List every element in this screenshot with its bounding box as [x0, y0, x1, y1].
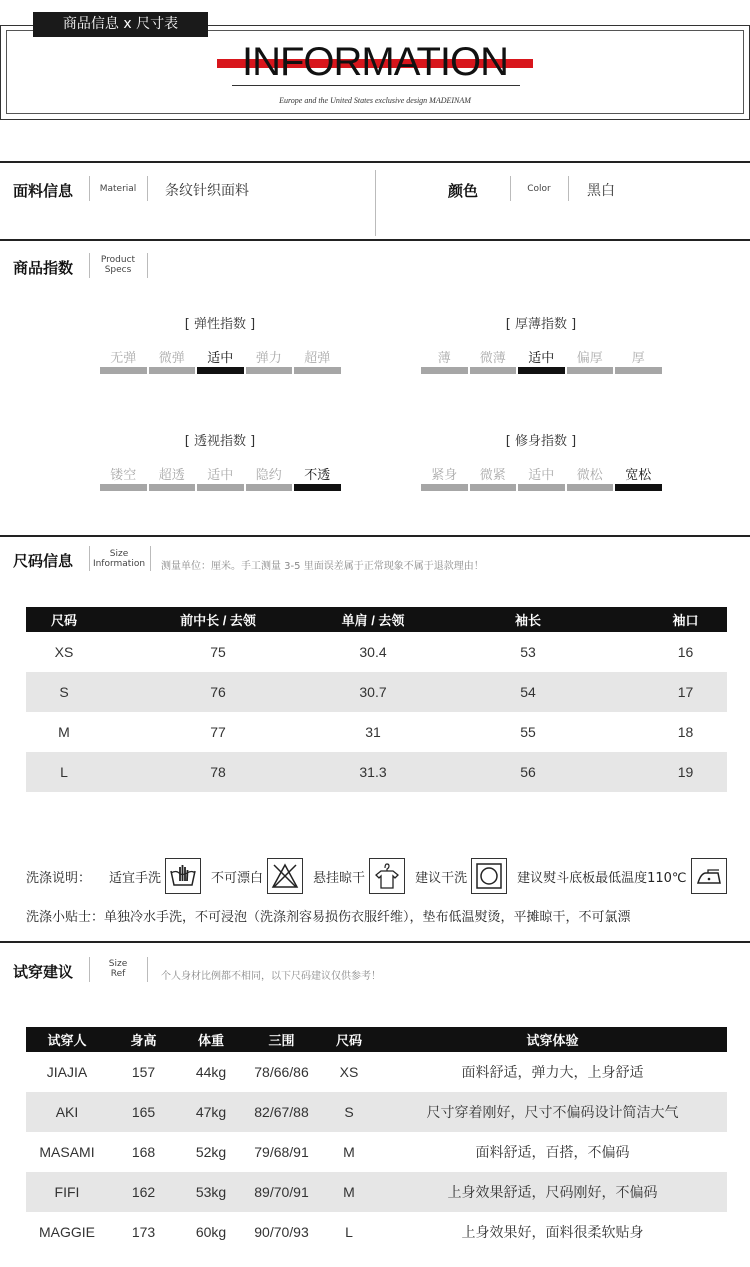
col-header: 体重 [179, 1027, 243, 1052]
table-cell: 18 [677, 724, 694, 740]
table-cell: M [320, 1172, 378, 1212]
col-header: 尺码 [26, 607, 102, 632]
table-cell: 19 [644, 752, 727, 792]
size-title: 尺码信息 [13, 552, 74, 570]
hand-wash-icon [165, 858, 201, 894]
section-rule-fabric [0, 161, 750, 163]
table-cell: 162 [108, 1172, 179, 1212]
section-rule-size [0, 535, 750, 537]
wash-tip: 洗涤小贴士：单独冷水手洗，不可浸泡（洗涤剂容易损伤衣服纤维），垫布低温熨烫，平摊晾干，不可氯漂 [26, 910, 631, 925]
header-tab: 商品信息 x 尺寸表 [33, 12, 208, 37]
level-label-selected: 宽松 [625, 468, 652, 483]
fit-bars [421, 484, 662, 491]
col-header: 身高 [108, 1027, 179, 1052]
level-bar [149, 484, 196, 491]
table-cell: 30.4 [359, 644, 387, 660]
divider [89, 253, 90, 278]
divider [510, 176, 511, 201]
col-header: 尺码 [320, 1027, 378, 1052]
table-cell: JIAJIA [46, 1064, 88, 1080]
table-cell: 168 [131, 1144, 156, 1160]
table-cell: XS [339, 1064, 359, 1080]
header-divider [232, 85, 520, 86]
table-cell: 52kg [195, 1144, 227, 1160]
table-cell: 79/68/91 [254, 1144, 309, 1160]
level-label-selected: 适中 [528, 351, 555, 366]
transparency-title: [ 透视指数 ] [184, 434, 256, 449]
wash-item-label: 适宜手洗 [109, 870, 162, 886]
size-en-line1: Size [109, 549, 129, 559]
level-label: 隐约 [255, 468, 282, 483]
table-row [26, 1052, 727, 1092]
level-label: 镂空 [110, 468, 137, 483]
table-cell: 面料舒适，百搭，不偏码 [475, 1144, 630, 1160]
table-cell: 78/66/86 [254, 1064, 309, 1080]
level-label: 适中 [207, 468, 234, 483]
table-cell: L [26, 752, 102, 792]
table-row [26, 1212, 727, 1252]
elasticity-title: [ 弹性指数 ] [184, 317, 256, 332]
section-rule-tryon [0, 941, 750, 943]
table-cell: 尺寸穿着刚好，尺寸不偏码设计简洁大气 [378, 1092, 727, 1132]
level-bar [470, 367, 517, 374]
level-label: 超透 [158, 468, 185, 483]
size-note: 测量单位：厘米。手工测量 3-5 里面误差属于正常现象不属于退款理由！ [161, 561, 484, 572]
table-cell: MASAMI [39, 1144, 95, 1160]
level-bar-selected [615, 484, 662, 491]
size-table-header [26, 607, 727, 632]
divider [89, 176, 90, 201]
tryon-note: 个人身材比例都不相同，以下尺码建议仅供参考！ [161, 971, 381, 982]
specs-title: 商品指数 [13, 259, 74, 277]
tryon-title: 试穿建议 [13, 963, 74, 981]
divider [568, 176, 569, 201]
table-row [26, 1092, 727, 1132]
tryon-en-line2: Ref [110, 969, 126, 979]
table-cell: AKI [26, 1092, 108, 1132]
level-bar [518, 484, 565, 491]
thickness-title: [ 厚薄指数 ] [505, 317, 577, 332]
table-cell: 55 [520, 724, 536, 740]
table-cell: 面料舒适，弹力大，上身舒适 [461, 1064, 644, 1080]
level-label: 薄 [437, 351, 451, 366]
table-cell: 56 [412, 752, 644, 792]
divider [147, 176, 148, 201]
fit-labels [420, 464, 663, 483]
table-cell: S [26, 672, 102, 712]
wash-item [211, 858, 303, 894]
divider [89, 957, 90, 982]
col-header: 前中长 / 去领 [102, 607, 334, 632]
tryon-en-line1: Size [108, 959, 128, 969]
table-cell: 78 [102, 752, 334, 792]
table-cell: 上身效果舒适，尺码刚好，不偏码 [378, 1172, 727, 1212]
table-cell: S [320, 1092, 378, 1132]
level-bar [421, 484, 468, 491]
level-bar [294, 367, 341, 374]
table-cell: 53 [520, 644, 536, 660]
col-header: 三围 [243, 1027, 320, 1052]
divider [150, 546, 151, 571]
level-bar [149, 367, 196, 374]
section-rule-specs [0, 239, 750, 241]
level-bar [421, 367, 468, 374]
level-bar-selected [518, 367, 565, 374]
col-header: 试穿人 [26, 1027, 108, 1052]
table-cell: M [58, 724, 70, 740]
table-cell: 75 [210, 644, 226, 660]
table-cell: 82/67/88 [243, 1092, 320, 1132]
divider [147, 957, 148, 982]
header-subtitle: Europe and the United States exclusive design MADEINAM [279, 96, 471, 105]
tryon-en-label [92, 959, 144, 979]
level-label: 弹力 [255, 351, 282, 366]
thickness-bars [421, 367, 662, 374]
table-cell: 17 [644, 672, 727, 712]
table-cell: XS [54, 644, 74, 660]
table-row [26, 752, 727, 792]
table-cell: 53kg [179, 1172, 243, 1212]
table-cell: FIFI [26, 1172, 108, 1212]
table-row [26, 1172, 727, 1212]
table-cell: M [343, 1144, 355, 1160]
transparency-bars [100, 484, 341, 491]
hang-dry-icon [369, 858, 405, 894]
col-header: 袖口 [644, 607, 727, 632]
specs-en-line1: Product [100, 255, 136, 265]
header-title: INFORMATION [241, 40, 508, 84]
wash-label: 洗涤说明： [26, 870, 92, 886]
col-header: 单肩 / 去领 [334, 607, 412, 632]
level-bar [615, 367, 662, 374]
level-label: 微薄 [479, 351, 506, 366]
table-cell: 90/70/93 [254, 1224, 309, 1240]
table-cell: 31 [365, 724, 381, 740]
level-bar-selected [294, 484, 341, 491]
level-label-selected: 不透 [304, 468, 331, 483]
wash-item [313, 858, 405, 894]
level-label-selected: 适中 [207, 351, 234, 366]
wash-instructions [26, 858, 737, 894]
tryon-table [26, 1027, 727, 1252]
table-cell: 47kg [179, 1092, 243, 1132]
level-label: 无弹 [110, 351, 137, 366]
fit-title: [ 修身指数 ] [505, 434, 577, 449]
divider [375, 170, 376, 236]
level-label: 偏厚 [576, 351, 603, 366]
elasticity-labels [99, 347, 342, 366]
color-title: 颜色 [448, 182, 479, 200]
wash-item-label: 悬挂晾干 [313, 870, 366, 886]
size-table [26, 607, 727, 792]
size-en-line2: Information [92, 559, 146, 569]
level-bar [470, 484, 517, 491]
table-cell: 44kg [195, 1064, 227, 1080]
table-cell: 76 [102, 672, 334, 712]
level-bar [197, 484, 244, 491]
table-row [26, 712, 727, 752]
table-cell: 173 [131, 1224, 156, 1240]
table-cell: 60kg [195, 1224, 227, 1240]
table-cell: 30.7 [334, 672, 412, 712]
level-label: 微松 [576, 468, 603, 483]
table-cell: 31.3 [334, 752, 412, 792]
table-cell: 77 [210, 724, 226, 740]
specs-en-label [92, 255, 144, 275]
level-label: 微弹 [158, 351, 185, 366]
level-label: 厚 [631, 351, 645, 366]
table-cell: 89/70/91 [243, 1172, 320, 1212]
level-label: 超弹 [304, 351, 331, 366]
wash-item [517, 858, 726, 894]
table-row [26, 632, 727, 672]
table-cell: 54 [412, 672, 644, 712]
wash-item [415, 858, 507, 894]
table-cell: 157 [131, 1064, 156, 1080]
thickness-labels [420, 347, 663, 366]
level-bar [567, 367, 614, 374]
size-en-label [90, 549, 148, 569]
table-cell: 16 [677, 644, 694, 660]
wash-item-label: 建议干洗 [415, 870, 468, 886]
wash-item-label: 建议熨斗底板最低温度110℃ [517, 870, 687, 886]
wash-item-label: 不可漂白 [211, 870, 264, 886]
dry-clean-icon [471, 858, 507, 894]
divider [147, 253, 148, 278]
level-bar [246, 367, 293, 374]
table-row [26, 672, 727, 712]
col-header: 试穿体验 [378, 1027, 727, 1052]
fabric-en-label: Material [99, 184, 137, 194]
level-label: 微紧 [479, 468, 506, 483]
table-cell: 上身效果好，面料很柔软贴身 [461, 1224, 644, 1240]
specs-en-line2: Specs [104, 265, 132, 275]
tryon-table-header [26, 1027, 727, 1052]
table-cell: L [345, 1224, 353, 1240]
no-bleach-icon [267, 858, 303, 894]
color-en-label: Color [527, 184, 551, 194]
level-label: 适中 [528, 468, 555, 483]
table-cell: 165 [108, 1092, 179, 1132]
fabric-value: 条纹针织面料 [165, 183, 249, 199]
col-header: 袖长 [412, 607, 644, 632]
level-bar [100, 484, 147, 491]
fabric-title: 面料信息 [13, 182, 74, 200]
table-row [26, 1132, 727, 1172]
level-bar [567, 484, 614, 491]
table-cell: MAGGIE [38, 1224, 95, 1240]
color-value: 黑白 [587, 183, 615, 199]
iron-icon [691, 858, 727, 894]
level-bar [246, 484, 293, 491]
transparency-labels [99, 464, 342, 483]
level-bar [100, 367, 147, 374]
level-bar-selected [197, 367, 244, 374]
level-label: 紧身 [431, 468, 458, 483]
wash-item [109, 858, 201, 894]
elasticity-bars [100, 367, 341, 374]
